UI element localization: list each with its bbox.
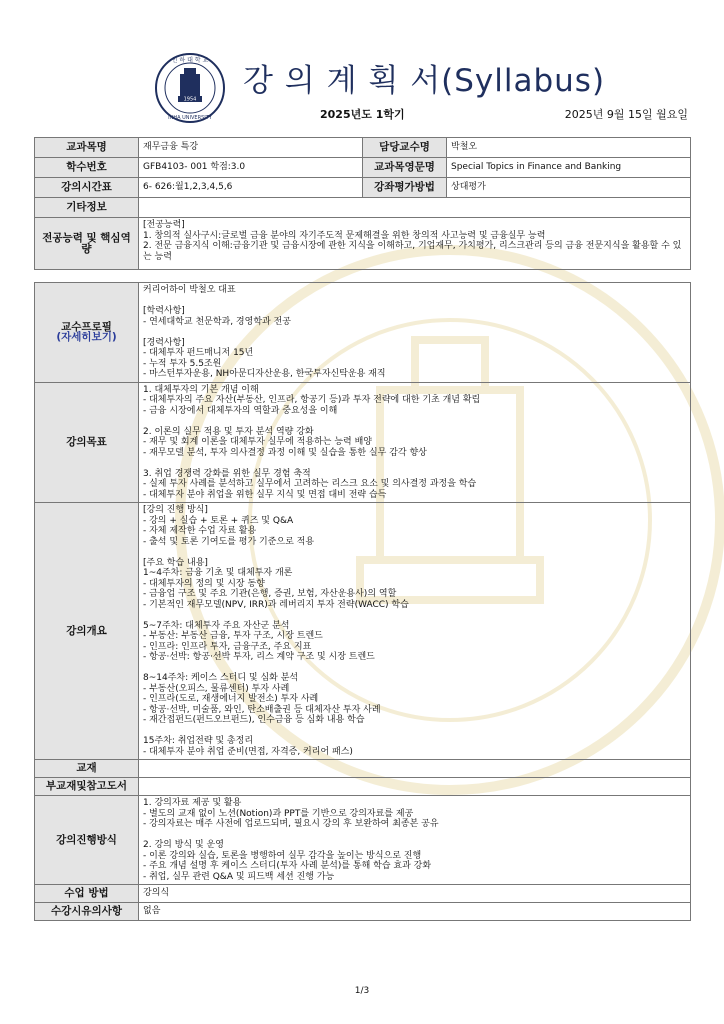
class-type-label: 수업 방법 xyxy=(35,885,139,903)
competency-label: 전공능력 및 핵심역량 xyxy=(35,218,139,270)
grading-value: 상대평가 xyxy=(447,178,691,198)
etc-info-label: 기타정보 xyxy=(35,198,139,218)
overview-label: 강의개요 xyxy=(35,503,139,760)
professor-value: 박철오 xyxy=(447,138,691,158)
svg-text:인 하 대 학 교: 인 하 대 학 교 xyxy=(171,57,209,64)
svg-text:INHA UNIVERSITY: INHA UNIVERSITY xyxy=(168,115,212,121)
professor-label: 담당교수명 xyxy=(363,138,447,158)
goals-value: 1. 대체투자의 기본 개념 이해 - 대체투자의 주요 자산(부동산, 인프라, 항공기 등)과 투자 전략에 대한 기초 개념 확립 - 금융 시장에서 대체투자의 역할과 중요성을 이해 2. 이론의 실무 적용 및 투자 분석 역량 강화 - 재무 및 회계 이론을 대체투자 실무에 적용하는 능력 배양 - 재무모델 분석, 투자 의사결정 과정 이해 및 실습을 통한 실무 감각 향상 3. 취업 경쟁력 강화를 위한 실무 경험 축적 - 실제 투자 사례를 분석하고 실무에서 고려하는 리스크 요소 및 의사결정 과정을 학습 - 대체투자 분야 취업을 위한 실무 지식 및 면접 대비 전략 습득 xyxy=(139,382,691,503)
course-detail-table xyxy=(34,282,691,921)
profile-detail-link[interactable]: (자세히보기) xyxy=(56,331,117,344)
timetable-value: 6- 626:월1,2,3,4,5,6 xyxy=(139,178,363,198)
notes-label: 수강시유의사항 xyxy=(35,903,139,921)
course-code-label: 학수번호 xyxy=(35,158,139,178)
course-name-label: 교과목명 xyxy=(35,138,139,158)
goals-label: 강의목표 xyxy=(35,382,139,503)
notes-value: 없음 xyxy=(139,903,691,921)
svg-text:1954: 1954 xyxy=(183,96,197,103)
subtext-label: 부교재및참고도서 xyxy=(35,778,139,796)
english-name-value: Special Topics in Finance and Banking xyxy=(447,158,691,178)
subtext-value xyxy=(139,778,691,796)
english-name-label: 교과목영문명 xyxy=(363,158,447,178)
profile-value: 커리어하이 박철오 대표 [학력사항] - 연세대학교 천문학과, 경영학과 전공 [경력사항] - 대체투자 펀드매니저 15년 - 누적 투자 5.5조원 - 마스턴투자운용, NH아문디자산운용, 한국투자신탁운용 재직 xyxy=(139,283,691,383)
textbook-label: 교재 xyxy=(35,760,139,778)
competency-value: [전공능력] 1. 창의적 실사구시:글로벌 금융 분야의 자기주도적 문제해결을 위한 창의적 사고능력 및 금융실무 능력 2. 전문 금융지식 이해:금융기관 및 금융시장에 관한 지식을 이해하고, 기업재무, 가치평가, 리스크관리 등의 금융 전문지식을 활용할 수 있는 능력 xyxy=(139,218,691,270)
page-number: 1/3 xyxy=(354,986,370,996)
course-info-table xyxy=(34,137,691,270)
page-title: 강 의 계 획 서(Syllabus) xyxy=(243,63,606,99)
method-value: 1. 강의자료 제공 및 활용 - 별도의 교재 없이 노션(Notion)과 PPT를 기반으로 강의자료를 제공 - 강의자료는 매주 사전에 업로드되며, 필요시 강의 후 보완하여 최종본 공유 2. 강의 방식 및 운영 - 이론 강의와 실습, 토론을 병행하여 실무 감각을 높이는 방식으로 진행 - 주요 개념 설명 후 케이스 스터디(투자 사례 분석)를 통해 학습 효과 강화 - 취업, 실무 관련 Q&A 및 피드백 세션 진행 가능 xyxy=(139,796,691,885)
profile-label: 교수프로필 xyxy=(61,320,112,333)
etc-info-value xyxy=(139,198,691,218)
course-code-value: GFB4103- 001 학점:3.0 xyxy=(139,158,363,178)
timetable-label: 강의시간표 xyxy=(35,178,139,198)
method-label: 강의진행방식 xyxy=(35,796,139,885)
grading-label: 강좌평가방법 xyxy=(363,178,447,198)
overview-value: [강의 진행 방식] - 강의 + 실습 + 토론 + 퀴즈 및 Q&A - 자체 제작한 수업 자료 활용 - 출석 및 토론 기여도를 평가 기준으로 적용 [주요 학습 내용] 1~4주차: 금융 기초 및 대체투자 개론 - 대체투자의 정의 및 시장 동향 - 금융업 구조 및 주요 기관(은행, 증권, 보험, 자산운용사)의 역할 - 기본적인 재무모델(NPV, IRR)과 레버리지 투자 전략(WACC) 학습 5~7주차: 대체투자 주요 자산군 분석 - 부동산: 부동산 금융, 투자 구조, 시장 트렌드 - 인프라: 인프라 투자, 금융구조, 주요 지표 - 항공·선박: 항공·선박 투자, 리스 계약 구조 및 시장 트렌드 8~14주차: 케이스 스터디 및 심화 분석 - 부동산(오피스, 물류센터) 투자 사례 - 인프라(도로, 재생에너지 발전소) 투자 사례 - 항공·선박, 미술품, 와인, 탄소배출권 등 대체자산 투자 사례 - 재간접펀드(펀드오브펀드), 인수금융 등 심화 내용 학습 15주차: 취업전략 및 총정리 - 대체투자 분야 취업 준비(면접, 자격증, 커리어 패스) xyxy=(139,503,691,760)
textbook-value xyxy=(139,760,691,778)
class-type-value: 강의식 xyxy=(139,885,691,903)
course-name-value: 재무금융 특강 xyxy=(139,138,363,158)
profile-label-cell xyxy=(35,283,139,383)
university-seal-icon xyxy=(154,52,226,124)
document-date: 2025년 9월 15일 월요일 xyxy=(564,108,688,121)
semester-label: 2025년도 1학기 xyxy=(320,108,405,121)
document-header xyxy=(0,0,724,130)
